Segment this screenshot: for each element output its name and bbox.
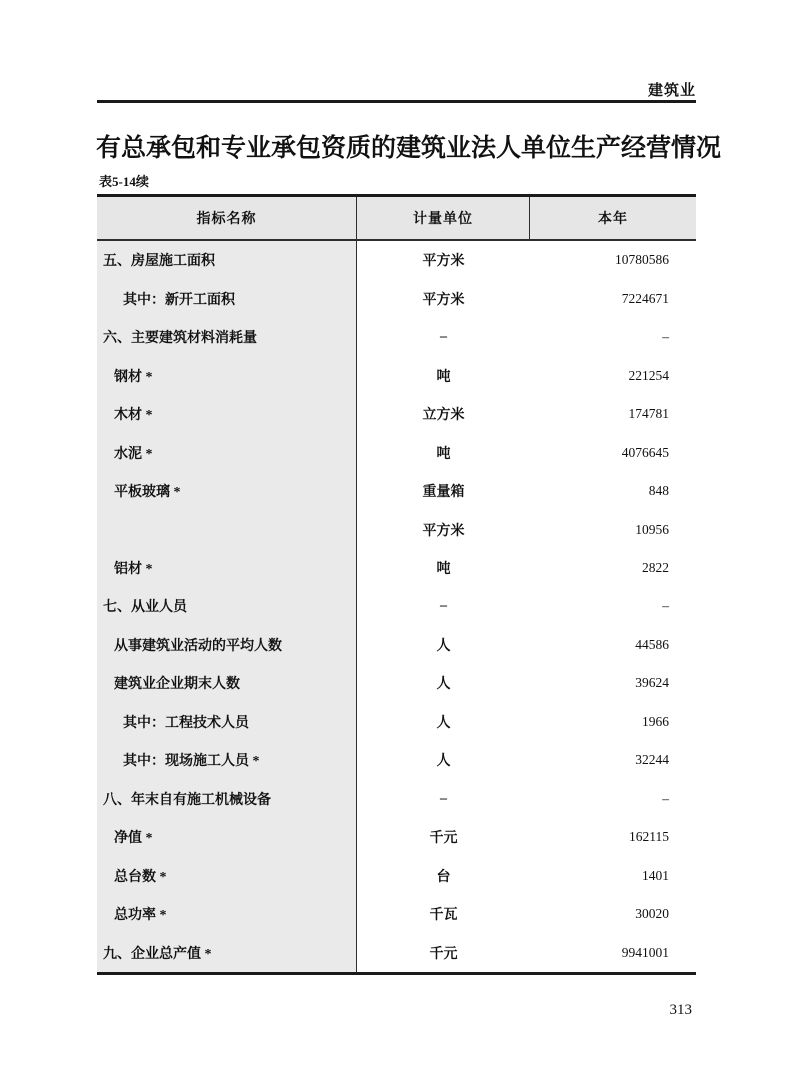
current-year-value-cell: 10956 bbox=[635, 521, 669, 537]
current-year-value-cell: 7224671 bbox=[621, 290, 669, 306]
table-row bbox=[97, 741, 696, 779]
indicator-name-cell: 八、年末自有施工机械设备 bbox=[97, 780, 357, 818]
measurement-unit-cell: – bbox=[440, 790, 447, 806]
indicator-name-cell: 建筑业企业期末人数 bbox=[97, 664, 357, 702]
column-header-current-year: 本年 bbox=[598, 212, 628, 227]
indicator-name-cell: 钢材 * bbox=[97, 356, 357, 394]
indicator-name-cell: 木材 * bbox=[97, 395, 357, 433]
measurement-unit-cell: – bbox=[440, 598, 447, 614]
current-year-value-cell: – bbox=[662, 790, 669, 806]
current-year-value-cell: 44586 bbox=[635, 636, 669, 652]
header-rule bbox=[97, 100, 696, 103]
current-year-value-cell: 32244 bbox=[635, 752, 669, 768]
indicator-name-cell: 水泥 * bbox=[97, 433, 357, 471]
current-year-value-cell: 1966 bbox=[642, 713, 669, 729]
measurement-unit-cell: 千瓦 bbox=[429, 908, 458, 924]
table-row bbox=[97, 318, 696, 356]
measurement-unit-cell: 人 bbox=[436, 677, 451, 693]
indicator-name-cell bbox=[97, 510, 357, 548]
table-row bbox=[97, 549, 696, 587]
table-row bbox=[97, 433, 696, 471]
current-year-value-cell: 174781 bbox=[628, 406, 669, 422]
measurement-unit-cell: 人 bbox=[436, 715, 451, 731]
measurement-unit-cell: 平方米 bbox=[422, 292, 465, 308]
statistics-table bbox=[97, 194, 696, 975]
table-row bbox=[97, 703, 696, 741]
table-row bbox=[97, 780, 696, 818]
table-row bbox=[97, 241, 696, 279]
table-row bbox=[97, 664, 696, 702]
indicator-name-cell: 从事建筑业活动的平均人数 bbox=[97, 626, 357, 664]
measurement-unit-cell: 吨 bbox=[436, 561, 451, 577]
current-year-value-cell: 10780586 bbox=[615, 252, 669, 268]
column-header-measurement-unit: 计量单位 bbox=[357, 197, 530, 239]
indicator-name-cell: 七、从业人员 bbox=[97, 587, 357, 625]
indicator-name-cell: 其中：现场施工人员 * bbox=[97, 741, 357, 779]
current-year-value-cell: 162115 bbox=[629, 829, 669, 845]
indicator-name-cell: 总功率 * bbox=[97, 895, 357, 933]
indicator-name-cell: 平板玻璃 * bbox=[97, 472, 357, 510]
table-row bbox=[97, 356, 696, 394]
table-row bbox=[97, 510, 696, 548]
column-header-indicator-name: 指标名称 bbox=[97, 197, 357, 239]
indicator-name-cell: 净值 * bbox=[97, 818, 357, 856]
measurement-unit-cell: 吨 bbox=[436, 369, 451, 385]
current-year-value-cell: – bbox=[662, 329, 669, 345]
measurement-unit-cell: – bbox=[440, 329, 447, 345]
table-row bbox=[97, 279, 696, 317]
table-row bbox=[97, 395, 696, 433]
measurement-unit-cell: 台 bbox=[436, 869, 451, 885]
table-row bbox=[97, 857, 696, 895]
table-caption: 表5-14续 bbox=[99, 174, 149, 189]
current-year-value-cell: 9941001 bbox=[621, 944, 669, 960]
indicator-name-cell: 六、主要建筑材料消耗量 bbox=[97, 318, 357, 356]
measurement-unit-cell: 吨 bbox=[436, 446, 451, 462]
indicator-name-cell: 铝材 * bbox=[97, 549, 357, 587]
measurement-unit-cell: 千元 bbox=[429, 831, 458, 847]
table-row bbox=[97, 587, 696, 625]
current-year-value-cell: 848 bbox=[648, 483, 669, 499]
current-year-value-cell: 2822 bbox=[642, 559, 669, 575]
indicator-name-cell: 总台数 * bbox=[97, 857, 357, 895]
measurement-unit-cell: 人 bbox=[436, 638, 451, 654]
table-row bbox=[97, 472, 696, 510]
indicator-name-cell: 五、房屋施工面积 bbox=[97, 241, 357, 279]
current-year-value-cell: 30020 bbox=[635, 906, 669, 922]
measurement-unit-cell: 人 bbox=[436, 754, 451, 770]
measurement-unit-cell: 平方米 bbox=[422, 254, 465, 270]
table-header-row bbox=[97, 197, 696, 241]
indicator-name-cell: 九、企业总产值 * bbox=[97, 933, 357, 971]
table-body bbox=[97, 241, 696, 972]
measurement-unit-cell: 平方米 bbox=[422, 523, 465, 539]
current-year-value-cell: 1401 bbox=[642, 867, 669, 883]
current-year-value-cell: – bbox=[662, 598, 669, 614]
measurement-unit-cell: 立方米 bbox=[422, 408, 465, 424]
page-number: 313 bbox=[669, 1002, 692, 1018]
indicator-name-cell: 其中：新开工面积 bbox=[97, 279, 357, 317]
measurement-unit-cell: 千元 bbox=[429, 946, 458, 962]
table-row bbox=[97, 626, 696, 664]
table-row bbox=[97, 895, 696, 933]
table-row bbox=[97, 818, 696, 856]
page-title: 有总承包和专业承包资质的建筑业法人单位生产经营情况 bbox=[96, 135, 722, 162]
current-year-value-cell: 4076645 bbox=[621, 444, 669, 460]
running-head: 建筑业 bbox=[647, 83, 696, 99]
table-row bbox=[97, 933, 696, 971]
current-year-value-cell: 221254 bbox=[628, 367, 669, 383]
current-year-value-cell: 39624 bbox=[635, 675, 669, 691]
indicator-name-cell: 其中：工程技术人员 bbox=[97, 703, 357, 741]
measurement-unit-cell: 重量箱 bbox=[422, 485, 465, 501]
